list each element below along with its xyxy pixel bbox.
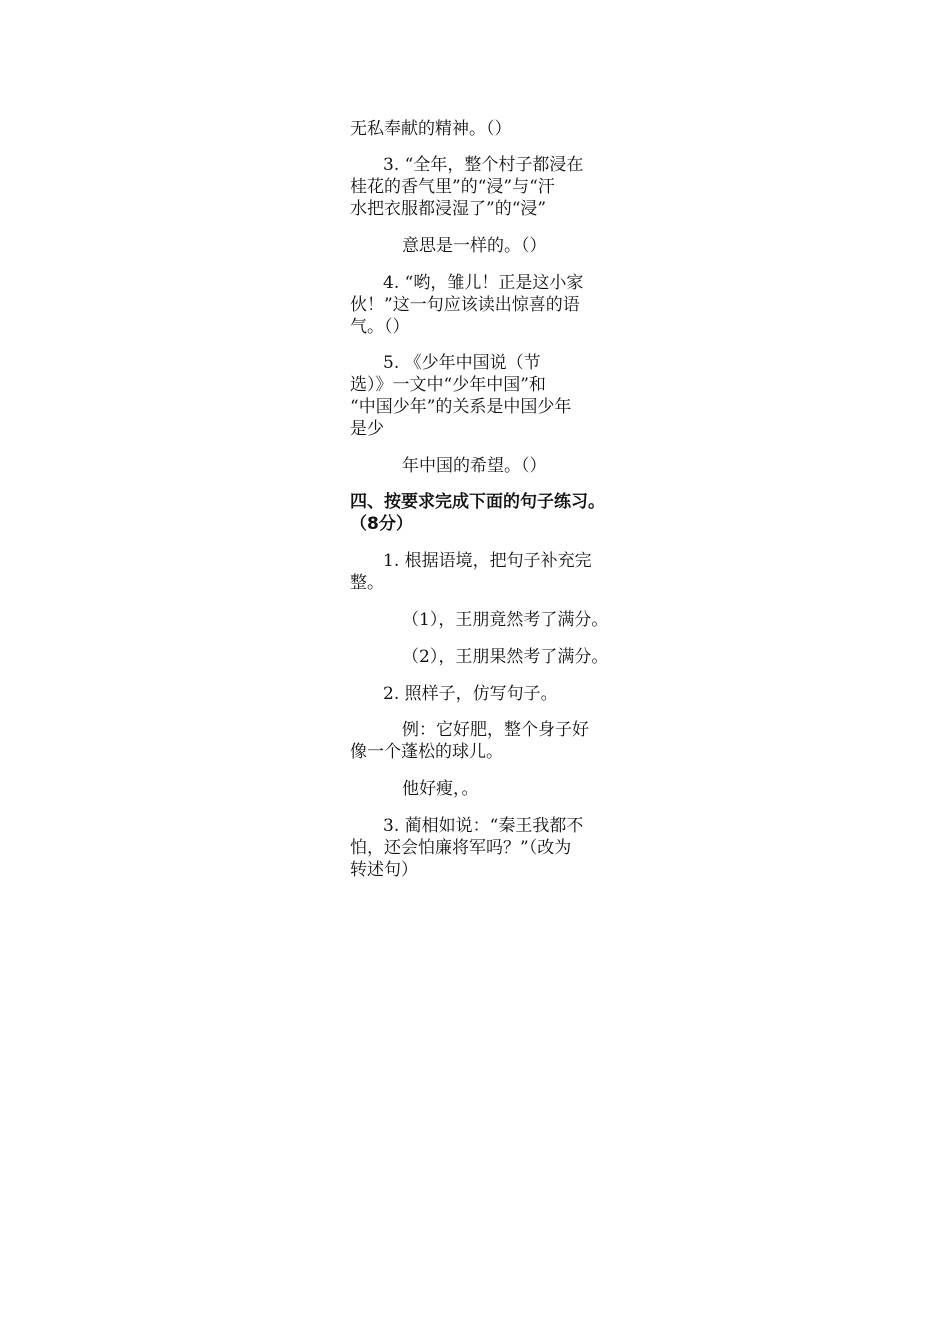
text-line: 3. 蔺相如说：“秦王我都不 [383, 816, 584, 836]
paragraph-q2-continuation [350, 118, 622, 140]
section-points: （8分） [350, 514, 413, 534]
section-heading [350, 491, 622, 535]
paragraph-item-1 [350, 550, 622, 594]
text-line: 气。（） [350, 317, 410, 337]
text-line: 2. 照样子，仿写句子。 [383, 684, 558, 704]
text-line: （2），王朋果然考了满分。 [402, 647, 609, 667]
text-line: 3. “全年，整个村子都浸在 [383, 155, 584, 175]
text-line: 意思是一样的。（） [402, 236, 547, 256]
paragraph-q3 [350, 154, 622, 220]
paragraph-item-2 [350, 683, 622, 705]
paragraph-item-1-2 [350, 646, 622, 668]
text-line: “中国少年”的关系是中国少年 [350, 397, 572, 417]
paragraph-example [350, 719, 622, 763]
paragraph-q3-continuation [350, 235, 622, 257]
text-line: 他好瘦，。 [402, 779, 479, 799]
text-line: 整。 [350, 573, 384, 593]
text-line: 伙！”这一句应该读出惊喜的语 [350, 295, 580, 315]
text-line: 怕，还会怕廉将军吗？”（改为 [350, 838, 572, 858]
text-line: 5. 《少年中国说（节 [383, 353, 541, 373]
text-line: 选）》一文中“少年中国”和 [350, 375, 546, 395]
paragraph-imitation [350, 778, 622, 800]
text-line: 转述句） [350, 860, 418, 880]
paragraph-item-1-1 [350, 609, 622, 631]
text-line: 无私奉献的精神。（） [350, 119, 512, 139]
text-line: 例：它好肥，整个身子好 [402, 720, 589, 740]
paragraph-q5 [350, 352, 622, 440]
text-line: 1. 根据语境，把句子补充完 [383, 551, 592, 571]
text-line: 像一个蓬松的球儿。 [350, 742, 503, 762]
text-line: 4. “哟，雏儿！正是这小家 [383, 273, 584, 293]
text-line: （1），王朋竟然考了满分。 [402, 610, 609, 630]
text-line: 水把衣服都浸湿了”的“浸” [350, 199, 547, 219]
text-line: 年中国的希望。（） [402, 456, 547, 476]
paragraph-q4 [350, 272, 622, 338]
text-line: 是少 [350, 419, 384, 439]
section-title: 四、按要求完成下面的句子练习。 [350, 492, 605, 512]
paragraph-item-3 [350, 815, 622, 881]
paragraph-q5-continuation [350, 455, 622, 477]
text-line: 桂花的香气里”的“浸”与“汗 [350, 177, 555, 197]
